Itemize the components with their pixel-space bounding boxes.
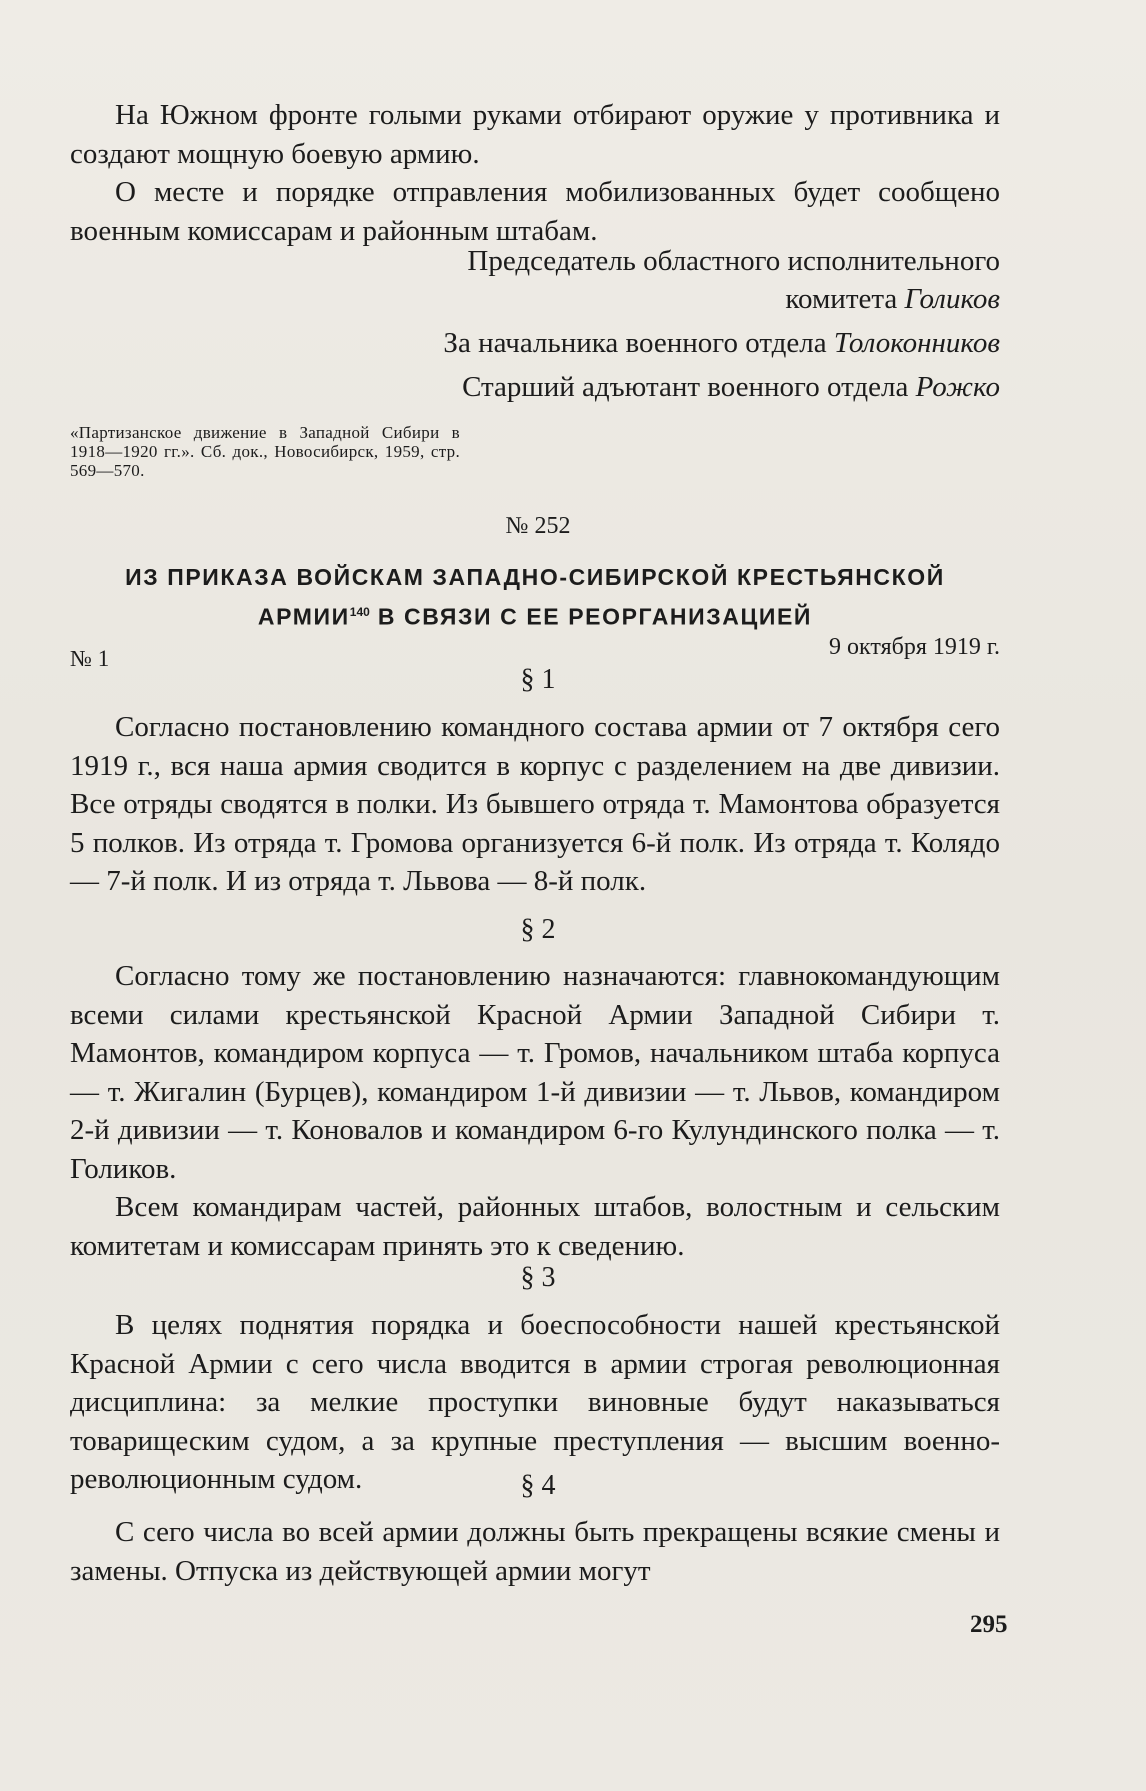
section-mark: § 1 xyxy=(520,664,556,695)
section-paragraph: В целях поднятия порядка и боеспособности нашей крестьянской Красной Армии с сего числа вводится в армии строгая революционная дисциплина: за мелкие проступки виновные будут наказываться товарищеским судом, а за крупные преступления — высшим военно-революционным судом. xyxy=(70,1309,1000,1495)
source-note: «Партизанское движение в Западной Сибири в 1918—1920 гг.». Сб. док., Новосибирск, 1959, стр. 569—570. xyxy=(70,423,460,480)
signature-military-head-name: Толоконников xyxy=(833,327,1000,359)
signature-chairman-title-cont: комитета xyxy=(785,283,898,315)
section-mark: § 4 xyxy=(520,1470,556,1501)
intro-paragraph: О месте и порядке отправления мобилизованных будет сообщено военным комиссарам и районным штабам. xyxy=(70,176,1000,247)
section-paragraph: Согласно тому же постановлению назначаются: главнокомандующим всеми силами крестьянской Красной Армии Западной Сибири т. Мамонтов, командиром корпуса — т. Громов, начальником штаба корпуса — т. Жигалин (Бурцев), командиром 1-й дивизии — т. Львов, командиром 2-й дивизии — т. Коновалов и командиром 6-го Кулундинского полка — т. Голиков. xyxy=(70,960,1000,1185)
page-number: 295 xyxy=(970,1611,1008,1638)
document-number: № 252 xyxy=(505,513,571,539)
signature-adjutant-name: Рожко xyxy=(915,371,1000,403)
section-body xyxy=(70,957,1000,1265)
signature-chairman-title: Председатель областного исполнительного xyxy=(467,245,1000,277)
section-mark: § 2 xyxy=(520,914,556,945)
signature-block xyxy=(443,242,1000,406)
signature-military-head-title: За начальника военного отдела xyxy=(443,327,827,359)
section-body xyxy=(70,708,1000,901)
signature-chairman-name: Голиков xyxy=(904,283,1000,315)
section-paragraph: С сего числа во всей армии должны быть прекращены всякие смены и замены. Отпуска из действующей армии могут xyxy=(70,1516,1000,1587)
title-line-2-end: В СВЯЗИ С ЕЕ РЕОРГАНИЗАЦИЕЙ xyxy=(377,603,813,630)
section-mark: § 3 xyxy=(520,1262,556,1293)
intro-paragraph: На Южном фронте голыми руками отбирают оружие у противника и создают мощную боевую армию. xyxy=(70,99,1000,170)
title-line-1: ИЗ ПРИКАЗА ВОЙСКАМ ЗАПАДНО-СИБИРСКОЙ КРЕСТЬЯНСКОЙ xyxy=(125,564,945,590)
signature-adjutant-title: Старший адъютант военного отдела xyxy=(462,371,909,403)
order-date: 9 октября 1919 г. xyxy=(829,634,1000,660)
section-paragraph: Согласно постановлению командного состава армии от 7 октября сего 1919 г., вся наша армия сводится в корпус с разделением на две дивизии. Все отряды сводятся в полки. Из бывшего отряда т. Мамонтова образуется 5 полков. Из отряда т. Громова организуется 6-й полк. Из отряда т. Колядо — 7-й полк. И из отряда т. Львова — 8-й полк. xyxy=(70,711,1000,897)
intro-text xyxy=(70,96,1000,250)
signature-military-head xyxy=(443,324,1000,362)
signature-chairman xyxy=(443,280,1000,318)
title-line-2-start: АРМИИ xyxy=(257,603,350,630)
document-title xyxy=(70,560,1000,635)
order-number: № 1 xyxy=(70,646,110,671)
title-line-2 xyxy=(70,595,1000,635)
signature-adjutant xyxy=(443,368,1000,406)
section-body xyxy=(70,1513,1000,1590)
section-paragraph: Всем командирам частей, районных штабов, волостным и сельским комитетам и комиссарам принять это к сведению. xyxy=(70,1191,1000,1262)
footnote-ref: 140 xyxy=(349,605,370,619)
